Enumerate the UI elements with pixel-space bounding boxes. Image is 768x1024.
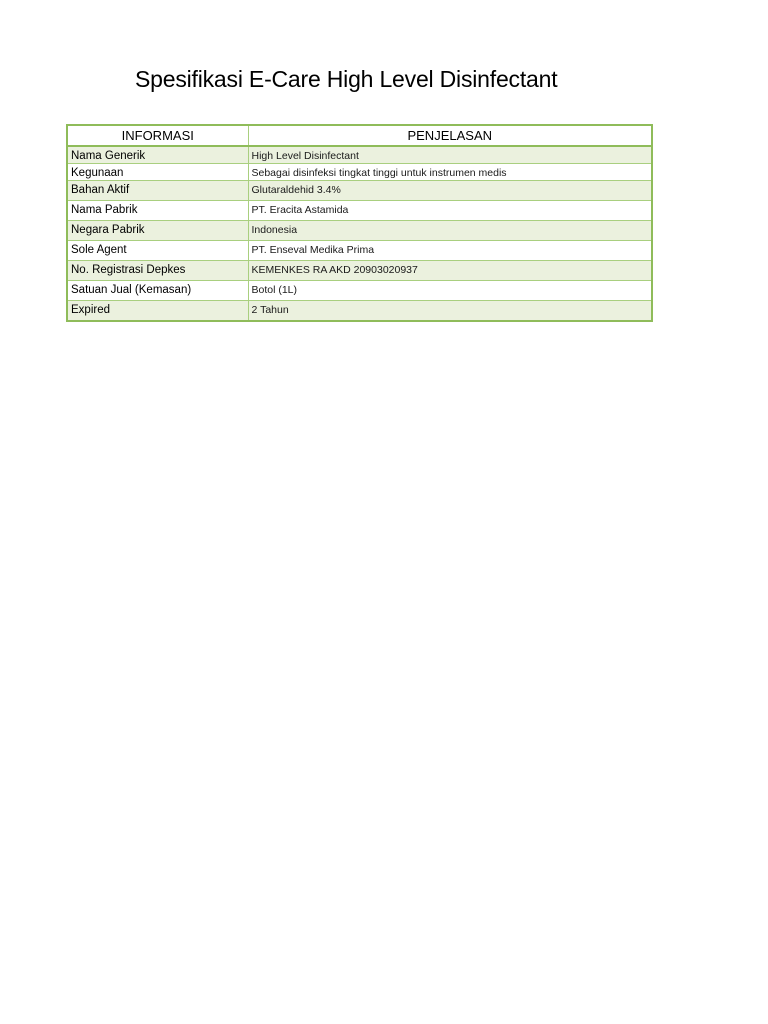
row-label: Bahan Aktif	[67, 181, 248, 201]
table-row	[67, 164, 652, 181]
table-row	[67, 201, 652, 221]
table-row	[67, 181, 652, 201]
row-label: Nama Generik	[67, 146, 248, 164]
row-value: PT. Enseval Medika Prima	[248, 241, 652, 261]
table-row	[67, 241, 652, 261]
row-value: Indonesia	[248, 221, 652, 241]
row-label: Sole Agent	[67, 241, 248, 261]
row-label: No. Registrasi Depkes	[67, 261, 248, 281]
table-header-row	[67, 125, 652, 146]
row-value: High Level Disinfectant	[248, 146, 652, 164]
row-label: Negara Pabrik	[67, 221, 248, 241]
row-value: Botol (1L)	[248, 281, 652, 301]
row-value: PT. Eracita Astamida	[248, 201, 652, 221]
table-row	[67, 221, 652, 241]
specification-table	[66, 124, 653, 322]
table-row	[67, 261, 652, 281]
row-value: Glutaraldehid 3.4%	[248, 181, 652, 201]
row-label: Kegunaan	[67, 164, 248, 181]
table-row	[67, 301, 652, 321]
row-value: KEMENKES RA AKD 20903020937	[248, 261, 652, 281]
row-label: Expired	[67, 301, 248, 321]
row-value: Sebagai disinfeksi tingkat tinggi untuk instrumen medis	[248, 164, 652, 181]
row-label: Satuan Jual (Kemasan)	[67, 281, 248, 301]
table-row	[67, 281, 652, 301]
document-title: Spesifikasi E-Care High Level Disinfectant	[135, 66, 558, 92]
row-label: Nama Pabrik	[67, 201, 248, 221]
row-value: 2 Tahun	[248, 301, 652, 321]
column-header-informasi: INFORMASI	[67, 125, 248, 146]
table-row	[67, 146, 652, 164]
column-header-penjelasan: PENJELASAN	[248, 125, 652, 146]
